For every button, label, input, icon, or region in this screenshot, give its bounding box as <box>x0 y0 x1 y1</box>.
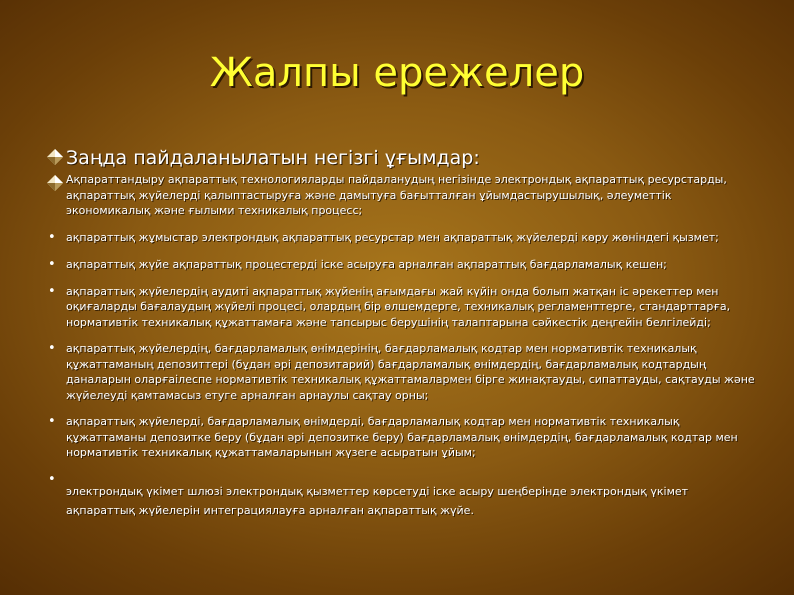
slide-content <box>44 146 764 520</box>
diamond-bullet-icon <box>44 172 66 194</box>
definition-item <box>44 172 764 219</box>
heading-row <box>44 146 764 170</box>
concepts-heading: Заңда пайдаланылатын негізгі ұғымдар: <box>66 147 480 169</box>
definition-item <box>44 341 764 403</box>
bullet-dot-icon: • <box>48 471 56 487</box>
definition-item <box>44 230 764 246</box>
bullet-dot-icon: • <box>48 256 56 272</box>
definition-text: ақпараттық жүйелерді, бағдарламалық өнімдерді, бағдарламалық кодтар мен нормативтік техникалық құжаттаманы депозитке беру (бұдан әрі депозитке беру) бағдарламалық өнімдердің, бағдарламалық кодтар мен нормативтік техникалық құжаттамаларынын жүзеге асыратын ұйым; <box>66 415 738 459</box>
definition-text: ақпараттық жүйелердің, бағдарламалық өнімдерінің, бағдарламалық кодтар мен нормативтік техникалық құжаттаманың депозиттері (бұдан әрі депозитарий) бағдарламалық өнімдердің, бағдарламалық кодтардың даналарын оларғаілеспе нормативтік техникалық құжаттамалармен бірге жинақтауды, сипаттауды, сақтауды және жүйелеуді қамтамасыз етуге арналған арнаулы сақтау орны; <box>66 342 755 402</box>
definition-text: электрондық үкімет шлюзі электрондық қызметтер көрсетуді іске асыру шеңберінде электрондық үкімет ақпараттық жүйелерін интеграциялауға арналған ақпараттық жүйе. <box>66 484 689 517</box>
bullet-dot-icon: • <box>48 414 56 429</box>
bullet-dot-icon: • <box>48 283 56 299</box>
definition-text: ақпараттық жүйелердің аудиті ақпараттық жүйенің ағымдағы жай күйін онда болып жатқан іс әрекеттер мен оқиғаларды бағалаудың жүйелі процесі, олардың бір өлшемдерге, техникалық регламенттерге, стандарттарға, нормативтік техникалық құжаттамаға және тапсырыс берушінің талаптарына сәйкестік деңгейін белгілейді; <box>66 284 731 329</box>
definition-text: Ақпараттандыру ақпараттық технологияларды пайдаланудың негізінде электрондық ақпараттық ресурстарды, ақпараттық жүйелерді қалыптастыруға және дамытуға бағытталған ұйымдастырушылық, әлеуметтік экономикалық және ғылыми техникалық процесс; <box>66 173 727 217</box>
slide-title: Жалпы ережелер <box>209 50 585 96</box>
definition-item <box>44 414 764 461</box>
definition-item <box>44 257 764 273</box>
diamond-bullet-icon <box>44 146 66 168</box>
definition-text: ақпараттық жүйе ақпараттық процестерді іске асыруға арналған ақпараттық бағдарламалық кешен; <box>66 257 667 271</box>
bullet-dot-icon: • <box>48 341 56 356</box>
definition-text: ақпараттық жұмыстар электрондық ақпараттық ресурстар мен ақпараттық жүйелерді көру жөніндегі қызмет; <box>66 230 719 244</box>
definition-item <box>44 472 764 520</box>
definition-item <box>44 284 764 331</box>
bullet-dot-icon: • <box>48 229 56 245</box>
